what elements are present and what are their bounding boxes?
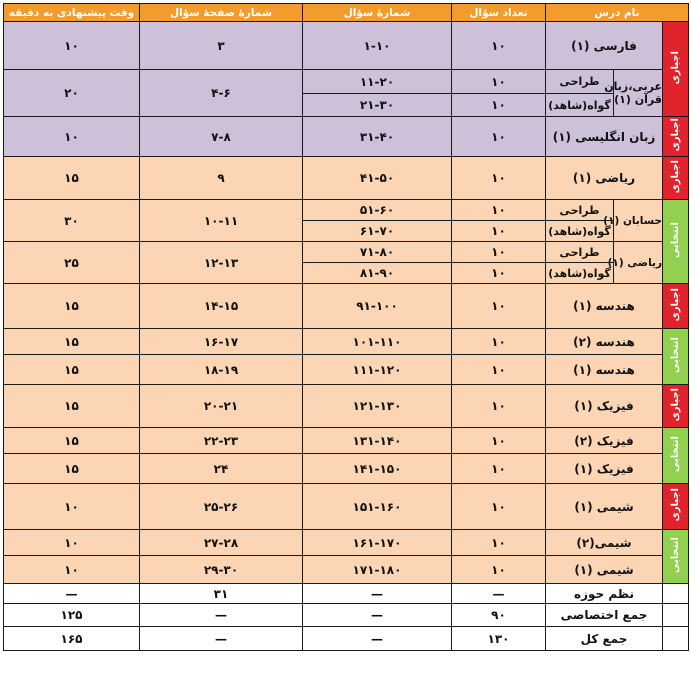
subject-name-cell: فیزیک (۲) [546, 428, 663, 454]
optional-tag: انتخابی [663, 329, 689, 385]
time-cell: ۱۰ [4, 556, 140, 584]
table-row [4, 117, 689, 157]
question-range-cell: ۱۳۱-۱۴۰ [303, 428, 452, 454]
subtype-cell: طراحی [546, 70, 614, 94]
time-cell: ۱۰ [4, 117, 140, 157]
empty-cell [663, 604, 689, 627]
question-range-cell: ۱۰۱-۱۱۰ [303, 329, 452, 355]
optional-tag: انتخابی [663, 428, 689, 484]
required-tag: اجباری [663, 484, 689, 530]
count-cell: ۱۰ [452, 70, 546, 94]
table-row [4, 556, 689, 584]
question-range-cell: ۳۱-۴۰ [303, 117, 452, 157]
required-tag: اجباری [663, 385, 689, 428]
question-range-cell: ۱۲۱-۱۳۰ [303, 385, 452, 428]
time-cell: ۲۵ [4, 242, 140, 284]
question-range-cell: ۲۱-۳۰ [303, 94, 452, 117]
table-row [4, 200, 689, 221]
time-cell: ۱۵ [4, 355, 140, 385]
footer-label: نظم حوزه [546, 584, 663, 604]
count-cell: ۱۰ [452, 200, 546, 221]
table-row [4, 22, 689, 70]
question-range-cell: ۵۱-۶۰ [303, 200, 452, 221]
subtype-cell: گواه(شاهد) [546, 94, 614, 117]
page-cell: ۲۰-۲۱ [140, 385, 303, 428]
header-question-number: شمارهٔ سؤال [303, 4, 452, 22]
time-cell: — [4, 584, 140, 604]
time-cell: ۱۵ [4, 454, 140, 484]
time-cell: ۱۵ [4, 385, 140, 428]
time-cell: ۱۵ [4, 157, 140, 200]
footer-row [4, 584, 689, 604]
question-range-cell: ۱۱-۲۰ [303, 70, 452, 94]
count-cell: ۱۰ [452, 94, 546, 117]
count-cell: ۱۳۰ [452, 627, 546, 651]
page-cell: ۲۹-۳۰ [140, 556, 303, 584]
page-cell: — [140, 627, 303, 651]
table-row [4, 355, 689, 385]
count-cell: ۱۰ [452, 428, 546, 454]
question-range-cell: ۱۵۱-۱۶۰ [303, 484, 452, 530]
page-cell: ۳ [140, 22, 303, 70]
table-row [4, 454, 689, 484]
header-time: وقت پیشنهادی به دقیقه [4, 4, 140, 22]
count-cell: ۱۰ [452, 284, 546, 329]
table-row [4, 284, 689, 329]
question-range-cell: ۷۱-۸۰ [303, 242, 452, 263]
time-cell: ۱۵ [4, 329, 140, 355]
question-range-cell: ۱۴۱-۱۵۰ [303, 454, 452, 484]
question-range-cell: — [303, 584, 452, 604]
subtype-cell: گواه(شاهد) [546, 221, 614, 242]
subject-name-cell: حسابان (۱) [614, 200, 663, 242]
footer-row [4, 627, 689, 651]
time-cell: ۱۵ [4, 428, 140, 454]
page-cell: ۱۶-۱۷ [140, 329, 303, 355]
header-page: شمارهٔ صفحهٔ سؤال [140, 4, 303, 22]
question-range-cell: ۶۱-۷۰ [303, 221, 452, 242]
question-range-cell: ۴۱-۵۰ [303, 157, 452, 200]
question-range-cell: — [303, 604, 452, 627]
page-cell: ۷-۸ [140, 117, 303, 157]
header-subject-name: نام درس [546, 4, 689, 22]
page-cell: ۲۲-۲۳ [140, 428, 303, 454]
time-cell: ۱۰ [4, 484, 140, 530]
footer-label: جمع اختصاصی [546, 604, 663, 627]
footer-row [4, 604, 689, 627]
subtype-cell: طراحی [546, 242, 614, 263]
count-cell: ۱۰ [452, 242, 546, 263]
count-cell: ۱۰ [452, 355, 546, 385]
subject-name-cell: شیمی (۱) [546, 556, 663, 584]
page-cell: ۱۴-۱۵ [140, 284, 303, 329]
empty-cell [663, 627, 689, 651]
count-cell: ۱۰ [452, 385, 546, 428]
count-cell: ۱۰ [452, 454, 546, 484]
subject-name-cell: فیزیک (۱) [546, 454, 663, 484]
page-cell: ۲۴ [140, 454, 303, 484]
question-range-cell: — [303, 627, 452, 651]
question-range-cell: ۸۱-۹۰ [303, 263, 452, 284]
subject-name-cell: شیمی(۲) [546, 530, 663, 556]
subject-name-cell: فارسی (۱) [546, 22, 663, 70]
table-row [4, 484, 689, 530]
required-tag: اجباری [663, 117, 689, 157]
question-range-cell: ۱۷۱-۱۸۰ [303, 556, 452, 584]
time-cell: ۱۰ [4, 530, 140, 556]
subject-name-cell: عربی،زبان قرآن (۱) [614, 70, 663, 117]
page-cell: ۱۸-۱۹ [140, 355, 303, 385]
time-cell: ۳۰ [4, 200, 140, 242]
required-tag: اجباری [663, 157, 689, 200]
subject-name-cell: زبان انگلیسی (۱) [546, 117, 663, 157]
table-row [4, 242, 689, 263]
count-cell: ۱۰ [452, 556, 546, 584]
subject-name-cell: ریاضی (۱) [614, 242, 663, 284]
subject-name-cell: شیمی (۱) [546, 484, 663, 530]
page-cell: ۲۵-۲۶ [140, 484, 303, 530]
time-cell: ۱۶۵ [4, 627, 140, 651]
count-cell: ۱۰ [452, 484, 546, 530]
count-cell: ۱۰ [452, 157, 546, 200]
time-cell: ۱۲۵ [4, 604, 140, 627]
required-tag: اجباری [663, 284, 689, 329]
time-cell: ۲۰ [4, 70, 140, 117]
question-range-cell: ۱۶۱-۱۷۰ [303, 530, 452, 556]
time-cell: ۱۵ [4, 284, 140, 329]
count-cell: ۱۰ [452, 22, 546, 70]
subject-name-cell: هندسه (۱) [546, 355, 663, 385]
page-cell: — [140, 604, 303, 627]
subtype-cell: طراحی [546, 200, 614, 221]
empty-cell [663, 584, 689, 604]
page-cell: ۹ [140, 157, 303, 200]
page-cell: ۳۱ [140, 584, 303, 604]
page-cell: ۲۷-۲۸ [140, 530, 303, 556]
optional-tag: انتخابی [663, 530, 689, 584]
count-cell: ۱۰ [452, 221, 546, 242]
table-row [4, 428, 689, 454]
time-cell: ۱۰ [4, 22, 140, 70]
page-cell: ۱۰-۱۱ [140, 200, 303, 242]
table-row [4, 70, 689, 94]
page-cell: ۱۲-۱۳ [140, 242, 303, 284]
page-cell: ۴-۶ [140, 70, 303, 117]
header-row [4, 4, 689, 22]
table-row [4, 157, 689, 200]
count-cell: ۱۰ [452, 530, 546, 556]
count-cell: ۱۰ [452, 263, 546, 284]
required-tag: اجباری [663, 22, 689, 117]
count-cell: ۱۰ [452, 117, 546, 157]
count-cell: ۹۰ [452, 604, 546, 627]
count-cell: — [452, 584, 546, 604]
exam-schedule-table [3, 3, 689, 651]
question-range-cell: ۱-۱۰ [303, 22, 452, 70]
header-question-count: تعداد سؤال [452, 4, 546, 22]
table-row [4, 329, 689, 355]
optional-tag: انتخابی [663, 200, 689, 284]
subtype-cell: گواه(شاهد) [546, 263, 614, 284]
table-row [4, 385, 689, 428]
count-cell: ۱۰ [452, 329, 546, 355]
subject-name-cell: ریاضی (۱) [546, 157, 663, 200]
question-range-cell: ۹۱-۱۰۰ [303, 284, 452, 329]
question-range-cell: ۱۱۱-۱۲۰ [303, 355, 452, 385]
subject-name-cell: هندسه (۲) [546, 329, 663, 355]
table-row [4, 530, 689, 556]
subject-name-cell: هندسه (۱) [546, 284, 663, 329]
footer-label: جمع کل [546, 627, 663, 651]
subject-name-cell: فیزیک (۱) [546, 385, 663, 428]
